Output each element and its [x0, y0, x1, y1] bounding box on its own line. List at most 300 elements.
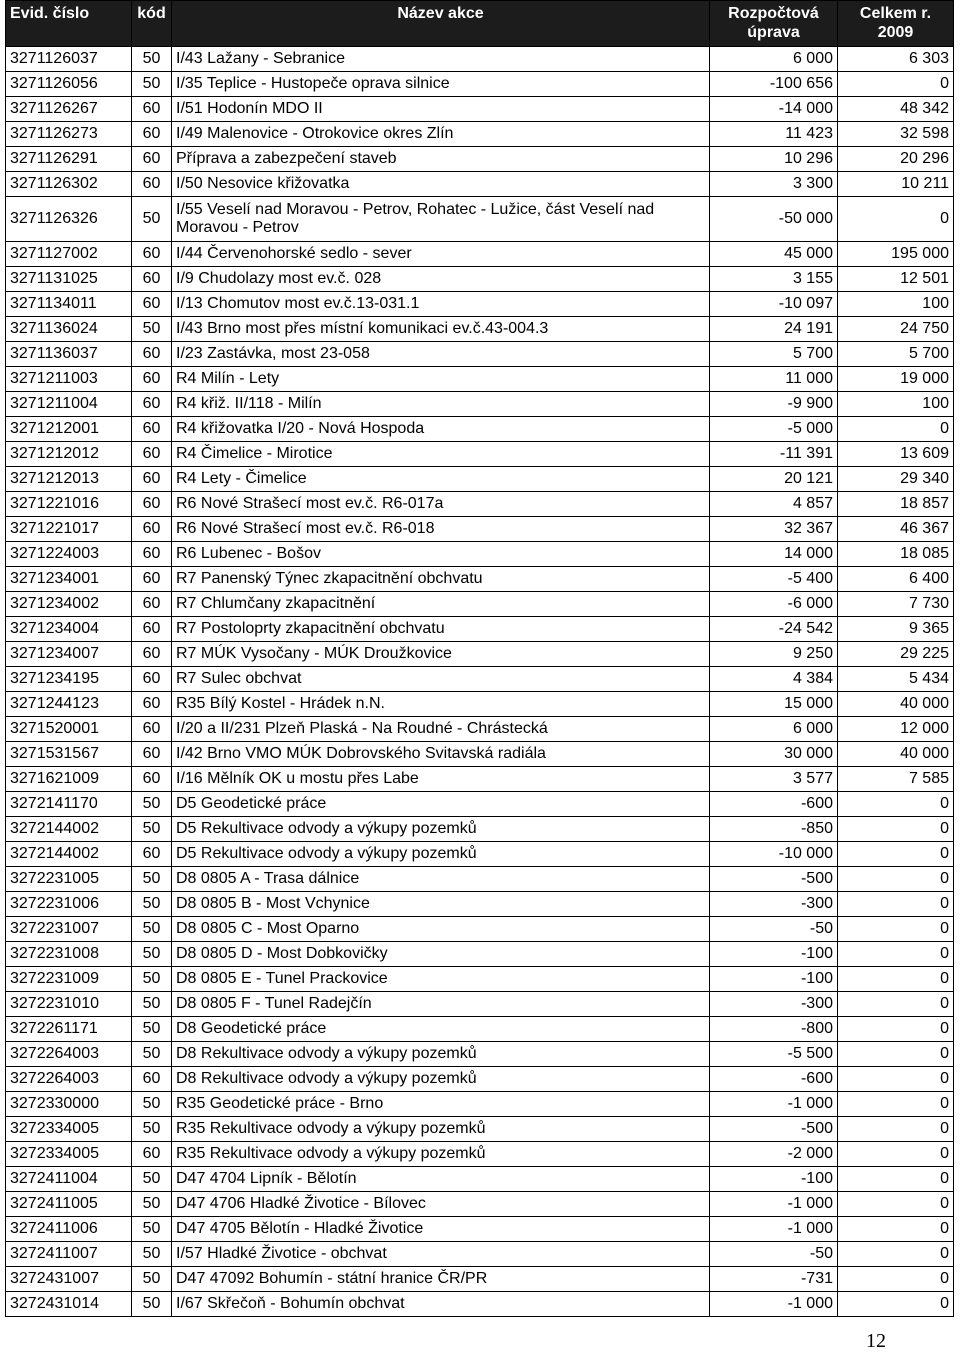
cell-kod: 60: [132, 592, 172, 617]
cell-uprava: -10 000: [710, 842, 838, 867]
cell-uprava: 30 000: [710, 742, 838, 767]
table-row: [6, 197, 954, 242]
cell-nazev: R35 Rekultivace odvody a výkupy pozemků: [172, 1142, 710, 1167]
table-row: [6, 342, 954, 367]
table-row: [6, 367, 954, 392]
budget-table: [5, 0, 954, 1317]
cell-evid: 3271126291: [6, 147, 132, 172]
cell-uprava: -9 900: [710, 392, 838, 417]
cell-kod: 50: [132, 317, 172, 342]
cell-kod: 60: [132, 617, 172, 642]
table-row: [6, 467, 954, 492]
cell-kod: 60: [132, 242, 172, 267]
cell-celkem: 6 400: [838, 567, 954, 592]
cell-uprava: 10 296: [710, 147, 838, 172]
cell-uprava: -11 391: [710, 442, 838, 467]
cell-kod: 60: [132, 667, 172, 692]
cell-uprava: -100: [710, 967, 838, 992]
cell-celkem: 12 000: [838, 717, 954, 742]
cell-kod: 60: [132, 1142, 172, 1167]
cell-evid: 3272411005: [6, 1192, 132, 1217]
table-row: [6, 542, 954, 567]
table-row: [6, 942, 954, 967]
cell-evid: 3271234002: [6, 592, 132, 617]
cell-evid: 3272334005: [6, 1142, 132, 1167]
header-evid: Evid. číslo: [6, 1, 132, 47]
cell-nazev: R7 Sulec obchvat: [172, 667, 710, 692]
cell-celkem: 29 225: [838, 642, 954, 667]
cell-evid: 3272411006: [6, 1217, 132, 1242]
cell-evid: 3272431007: [6, 1267, 132, 1292]
cell-evid: 3272231008: [6, 942, 132, 967]
cell-kod: 60: [132, 642, 172, 667]
cell-kod: 60: [132, 97, 172, 122]
table-row: [6, 842, 954, 867]
cell-kod: 50: [132, 867, 172, 892]
cell-celkem: 0: [838, 942, 954, 967]
cell-nazev: I/49 Malenovice - Otrokovice okres Zlín: [172, 122, 710, 147]
cell-uprava: 3 300: [710, 172, 838, 197]
cell-kod: 50: [132, 1017, 172, 1042]
cell-kod: 50: [132, 1192, 172, 1217]
table-row: [6, 172, 954, 197]
cell-kod: 60: [132, 842, 172, 867]
cell-nazev: I/9 Chudolazy most ev.č. 028: [172, 267, 710, 292]
cell-kod: 60: [132, 542, 172, 567]
table-row: [6, 917, 954, 942]
cell-celkem: 0: [838, 842, 954, 867]
cell-uprava: 20 121: [710, 467, 838, 492]
cell-uprava: 5 700: [710, 342, 838, 367]
cell-uprava: -5 500: [710, 1042, 838, 1067]
cell-evid: 3271531567: [6, 742, 132, 767]
cell-celkem: 0: [838, 197, 954, 242]
cell-celkem: 0: [838, 1267, 954, 1292]
cell-evid: 3272141170: [6, 792, 132, 817]
cell-nazev: D8 Rekultivace odvody a výkupy pozemků: [172, 1042, 710, 1067]
cell-nazev: R7 Panenský Týnec zkapacitnění obchvatu: [172, 567, 710, 592]
cell-nazev: D47 4704 Lipník - Bělotín: [172, 1167, 710, 1192]
cell-uprava: 24 191: [710, 317, 838, 342]
cell-kod: 60: [132, 267, 172, 292]
table-row: [6, 492, 954, 517]
table-row: [6, 47, 954, 72]
cell-celkem: 9 365: [838, 617, 954, 642]
table-row: [6, 567, 954, 592]
table-row: [6, 992, 954, 1017]
header-row: [6, 1, 954, 47]
cell-evid: 3271136037: [6, 342, 132, 367]
cell-celkem: 195 000: [838, 242, 954, 267]
table-row: [6, 617, 954, 642]
cell-celkem: 0: [838, 967, 954, 992]
cell-celkem: 20 296: [838, 147, 954, 172]
cell-nazev: R35 Geodetické práce - Brno: [172, 1092, 710, 1117]
cell-uprava: -731: [710, 1267, 838, 1292]
cell-kod: 60: [132, 442, 172, 467]
cell-evid: 3271134011: [6, 292, 132, 317]
cell-kod: 50: [132, 1292, 172, 1317]
cell-uprava: -50 000: [710, 197, 838, 242]
cell-kod: 50: [132, 792, 172, 817]
cell-celkem: 24 750: [838, 317, 954, 342]
cell-celkem: 40 000: [838, 742, 954, 767]
cell-evid: 3271126273: [6, 122, 132, 147]
table-row: [6, 1192, 954, 1217]
table-row: [6, 442, 954, 467]
cell-uprava: -100: [710, 1167, 838, 1192]
cell-celkem: 40 000: [838, 692, 954, 717]
cell-nazev: D8 0805 D - Most Dobkovičky: [172, 942, 710, 967]
cell-nazev: I/16 Mělník OK u mostu přes Labe: [172, 767, 710, 792]
cell-nazev: D8 Geodetické práce: [172, 1017, 710, 1042]
cell-uprava: -600: [710, 792, 838, 817]
cell-kod: 50: [132, 917, 172, 942]
cell-kod: 50: [132, 197, 172, 242]
cell-nazev: R6 Nové Strašecí most ev.č. R6-018: [172, 517, 710, 542]
cell-celkem: 5 700: [838, 342, 954, 367]
table-row: [6, 867, 954, 892]
cell-kod: 60: [132, 517, 172, 542]
cell-evid: 3272231010: [6, 992, 132, 1017]
cell-uprava: -1 000: [710, 1192, 838, 1217]
cell-evid: 3271221017: [6, 517, 132, 542]
cell-celkem: 0: [838, 1192, 954, 1217]
cell-uprava: -600: [710, 1067, 838, 1092]
table-row: [6, 292, 954, 317]
cell-celkem: 19 000: [838, 367, 954, 392]
cell-kod: 50: [132, 72, 172, 97]
cell-uprava: 4 384: [710, 667, 838, 692]
cell-nazev: I/50 Nesovice křižovatka: [172, 172, 710, 197]
cell-celkem: 0: [838, 1167, 954, 1192]
cell-celkem: 18 857: [838, 492, 954, 517]
table-row: [6, 1267, 954, 1292]
cell-uprava: -500: [710, 867, 838, 892]
cell-uprava: -6 000: [710, 592, 838, 617]
cell-nazev: D8 0805 B - Most Vchynice: [172, 892, 710, 917]
cell-nazev: R6 Nové Strašecí most ev.č. R6-017a: [172, 492, 710, 517]
cell-uprava: 9 250: [710, 642, 838, 667]
cell-nazev: Příprava a zabezpečení staveb: [172, 147, 710, 172]
cell-celkem: 48 342: [838, 97, 954, 122]
cell-nazev: R7 Chlumčany zkapacitnění: [172, 592, 710, 617]
cell-uprava: -500: [710, 1117, 838, 1142]
cell-nazev: R4 Lety - Čimelice: [172, 467, 710, 492]
table-row: [6, 1017, 954, 1042]
cell-nazev: R4 křiž. II/118 - Milín: [172, 392, 710, 417]
cell-celkem: 0: [838, 1242, 954, 1267]
cell-nazev: D47 4705 Bělotín - Hladké Životice: [172, 1217, 710, 1242]
cell-celkem: 10 211: [838, 172, 954, 197]
table-row: [6, 72, 954, 97]
cell-kod: 60: [132, 417, 172, 442]
cell-celkem: 0: [838, 1292, 954, 1317]
cell-evid: 3272330000: [6, 1092, 132, 1117]
cell-nazev: I/23 Zastávka, most 23-058: [172, 342, 710, 367]
cell-uprava: -1 000: [710, 1217, 838, 1242]
cell-nazev: D5 Rekultivace odvody a výkupy pozemků: [172, 842, 710, 867]
table-row: [6, 1142, 954, 1167]
table-row: [6, 1217, 954, 1242]
cell-celkem: 0: [838, 72, 954, 97]
cell-nazev: I/20 a II/231 Plzeň Plaská - Na Roudné - Chrástecká: [172, 717, 710, 742]
cell-nazev: I/51 Hodonín MDO II: [172, 97, 710, 122]
cell-celkem: 46 367: [838, 517, 954, 542]
cell-celkem: 0: [838, 867, 954, 892]
cell-celkem: 0: [838, 1092, 954, 1117]
cell-evid: 3271212001: [6, 417, 132, 442]
cell-uprava: 6 000: [710, 47, 838, 72]
cell-kod: 50: [132, 1042, 172, 1067]
cell-uprava: 3 577: [710, 767, 838, 792]
cell-uprava: 14 000: [710, 542, 838, 567]
table-row: [6, 1067, 954, 1092]
cell-kod: 50: [132, 942, 172, 967]
table-row: [6, 267, 954, 292]
cell-nazev: I/55 Veselí nad Moravou - Petrov, Rohatec - Lužice, část Veselí nad Moravou - Petrov: [172, 197, 710, 242]
cell-celkem: 0: [838, 1117, 954, 1142]
cell-nazev: I/43 Brno most přes místní komunikaci ev.č.43-004.3: [172, 317, 710, 342]
cell-kod: 50: [132, 892, 172, 917]
cell-kod: 60: [132, 567, 172, 592]
table-row: [6, 122, 954, 147]
cell-nazev: R4 Čimelice - Mirotice: [172, 442, 710, 467]
cell-kod: 60: [132, 147, 172, 172]
cell-uprava: -100: [710, 942, 838, 967]
cell-nazev: R4 Milín - Lety: [172, 367, 710, 392]
cell-celkem: 18 085: [838, 542, 954, 567]
cell-evid: 3271211004: [6, 392, 132, 417]
cell-uprava: 15 000: [710, 692, 838, 717]
cell-evid: 3272231005: [6, 867, 132, 892]
cell-nazev: D8 0805 F - Tunel Radejčín: [172, 992, 710, 1017]
cell-uprava: -300: [710, 992, 838, 1017]
table-header: [6, 1, 954, 47]
cell-kod: 60: [132, 742, 172, 767]
header-uprava: Rozpočtová úprava: [710, 1, 838, 47]
header-nazev: Název akce: [172, 1, 710, 47]
cell-evid: 3272231007: [6, 917, 132, 942]
cell-celkem: 0: [838, 1142, 954, 1167]
cell-nazev: D5 Rekultivace odvody a výkupy pozemků: [172, 817, 710, 842]
cell-uprava: -24 542: [710, 617, 838, 642]
cell-evid: 3271212013: [6, 467, 132, 492]
cell-kod: 60: [132, 692, 172, 717]
cell-uprava: -300: [710, 892, 838, 917]
cell-celkem: 7 585: [838, 767, 954, 792]
table-row: [6, 1092, 954, 1117]
cell-kod: 60: [132, 172, 172, 197]
table-row: [6, 592, 954, 617]
cell-nazev: R35 Bílý Kostel - Hrádek n.N.: [172, 692, 710, 717]
cell-uprava: -1 000: [710, 1292, 838, 1317]
cell-celkem: 0: [838, 417, 954, 442]
table-row: [6, 692, 954, 717]
cell-celkem: 0: [838, 817, 954, 842]
cell-nazev: I/57 Hladké Životice - obchvat: [172, 1242, 710, 1267]
cell-nazev: D5 Geodetické práce: [172, 792, 710, 817]
cell-uprava: -1 000: [710, 1092, 838, 1117]
table-row: [6, 517, 954, 542]
table-row: [6, 1117, 954, 1142]
cell-evid: 3271212012: [6, 442, 132, 467]
cell-celkem: 100: [838, 292, 954, 317]
cell-evid: 3272264003: [6, 1042, 132, 1067]
cell-celkem: 0: [838, 1217, 954, 1242]
cell-kod: 60: [132, 367, 172, 392]
cell-uprava: -10 097: [710, 292, 838, 317]
cell-celkem: 6 303: [838, 47, 954, 72]
cell-evid: 3271224003: [6, 542, 132, 567]
cell-evid: 3272144002: [6, 842, 132, 867]
cell-evid: 3271221016: [6, 492, 132, 517]
header-celkem: Celkem r. 2009: [838, 1, 954, 47]
cell-kod: 60: [132, 492, 172, 517]
cell-evid: 3271621009: [6, 767, 132, 792]
cell-kod: 60: [132, 342, 172, 367]
cell-evid: 3271126037: [6, 47, 132, 72]
cell-kod: 50: [132, 817, 172, 842]
cell-evid: 3271126267: [6, 97, 132, 122]
cell-celkem: 7 730: [838, 592, 954, 617]
cell-nazev: I/42 Brno VMO MÚK Dobrovského Svitavská radiála: [172, 742, 710, 767]
cell-kod: 60: [132, 467, 172, 492]
cell-nazev: R7 MÚK Vysočany - MÚK Droužkovice: [172, 642, 710, 667]
cell-evid: 3271126326: [6, 197, 132, 242]
cell-celkem: 0: [838, 992, 954, 1017]
cell-celkem: 5 434: [838, 667, 954, 692]
table-body: [6, 47, 954, 1317]
cell-nazev: D8 0805 A - Trasa dálnice: [172, 867, 710, 892]
cell-uprava: 4 857: [710, 492, 838, 517]
cell-kod: 50: [132, 1167, 172, 1192]
cell-evid: 3271234001: [6, 567, 132, 592]
cell-uprava: -5 400: [710, 567, 838, 592]
cell-nazev: I/13 Chomutov most ev.č.13-031.1: [172, 292, 710, 317]
cell-nazev: R7 Postoloprty zkapacitnění obchvatu: [172, 617, 710, 642]
table-row: [6, 642, 954, 667]
cell-uprava: -50: [710, 917, 838, 942]
cell-evid: 3272261171: [6, 1017, 132, 1042]
header-kod: kód: [132, 1, 172, 47]
table-row: [6, 97, 954, 122]
cell-kod: 60: [132, 292, 172, 317]
cell-kod: 50: [132, 967, 172, 992]
table-row: [6, 317, 954, 342]
cell-nazev: D8 0805 C - Most Oparno: [172, 917, 710, 942]
cell-nazev: I/44 Červenohorské sedlo - sever: [172, 242, 710, 267]
cell-evid: 3272264003: [6, 1067, 132, 1092]
cell-kod: 60: [132, 767, 172, 792]
cell-celkem: 32 598: [838, 122, 954, 147]
table-row: [6, 792, 954, 817]
cell-celkem: 0: [838, 1067, 954, 1092]
cell-celkem: 0: [838, 892, 954, 917]
cell-evid: 3271234195: [6, 667, 132, 692]
cell-uprava: -14 000: [710, 97, 838, 122]
cell-kod: 50: [132, 1242, 172, 1267]
cell-nazev: D47 4706 Hladké Životice - Bílovec: [172, 1192, 710, 1217]
cell-evid: 3272411007: [6, 1242, 132, 1267]
cell-kod: 50: [132, 1117, 172, 1142]
table-row: [6, 1292, 954, 1317]
cell-kod: 50: [132, 47, 172, 72]
table-row: [6, 1042, 954, 1067]
cell-nazev: I/43 Lažany - Sebranice: [172, 47, 710, 72]
table-row: [6, 967, 954, 992]
cell-kod: 50: [132, 1217, 172, 1242]
cell-evid: 3271131025: [6, 267, 132, 292]
cell-celkem: 29 340: [838, 467, 954, 492]
cell-uprava: 32 367: [710, 517, 838, 542]
page-number: 12: [866, 1330, 886, 1352]
cell-uprava: -800: [710, 1017, 838, 1042]
cell-nazev: D8 0805 E - Tunel Prackovice: [172, 967, 710, 992]
cell-evid: 3271244123: [6, 692, 132, 717]
cell-uprava: 3 155: [710, 267, 838, 292]
cell-uprava: -100 656: [710, 72, 838, 97]
cell-nazev: D8 Rekultivace odvody a výkupy pozemků: [172, 1067, 710, 1092]
cell-evid: 3272431014: [6, 1292, 132, 1317]
table-row: [6, 1167, 954, 1192]
cell-evid: 3272231006: [6, 892, 132, 917]
cell-nazev: I/67 Skřečoň - Bohumín obchvat: [172, 1292, 710, 1317]
table-row: [6, 667, 954, 692]
cell-evid: 3271211003: [6, 367, 132, 392]
table-row: [6, 817, 954, 842]
cell-evid: 3271234007: [6, 642, 132, 667]
cell-celkem: 13 609: [838, 442, 954, 467]
cell-celkem: 0: [838, 1042, 954, 1067]
cell-evid: 3271127002: [6, 242, 132, 267]
table-row: [6, 742, 954, 767]
cell-evid: 3271520001: [6, 717, 132, 742]
table-row: [6, 392, 954, 417]
cell-celkem: 0: [838, 792, 954, 817]
cell-nazev: R35 Rekultivace odvody a výkupy pozemků: [172, 1117, 710, 1142]
cell-nazev: D47 47092 Bohumín - státní hranice ČR/PR: [172, 1267, 710, 1292]
cell-nazev: R4 křižovatka I/20 - Nová Hospoda: [172, 417, 710, 442]
table-row: [6, 717, 954, 742]
cell-evid: 3272144002: [6, 817, 132, 842]
cell-celkem: 100: [838, 392, 954, 417]
cell-evid: 3272231009: [6, 967, 132, 992]
table-row: [6, 242, 954, 267]
cell-uprava: 45 000: [710, 242, 838, 267]
cell-uprava: -5 000: [710, 417, 838, 442]
cell-evid: 3271234004: [6, 617, 132, 642]
cell-celkem: 0: [838, 1017, 954, 1042]
table-row: [6, 767, 954, 792]
cell-uprava: 11 423: [710, 122, 838, 147]
table-row: [6, 417, 954, 442]
cell-nazev: I/35 Teplice - Hustopeče oprava silnice: [172, 72, 710, 97]
cell-kod: 60: [132, 1067, 172, 1092]
cell-uprava: 11 000: [710, 367, 838, 392]
cell-kod: 50: [132, 992, 172, 1017]
cell-evid: 3272411004: [6, 1167, 132, 1192]
cell-kod: 50: [132, 1092, 172, 1117]
table-row: [6, 147, 954, 172]
cell-uprava: -50: [710, 1242, 838, 1267]
cell-uprava: -850: [710, 817, 838, 842]
cell-uprava: 6 000: [710, 717, 838, 742]
cell-celkem: 12 501: [838, 267, 954, 292]
cell-evid: 3271126056: [6, 72, 132, 97]
cell-evid: 3272334005: [6, 1117, 132, 1142]
cell-nazev: R6 Lubenec - Bošov: [172, 542, 710, 567]
